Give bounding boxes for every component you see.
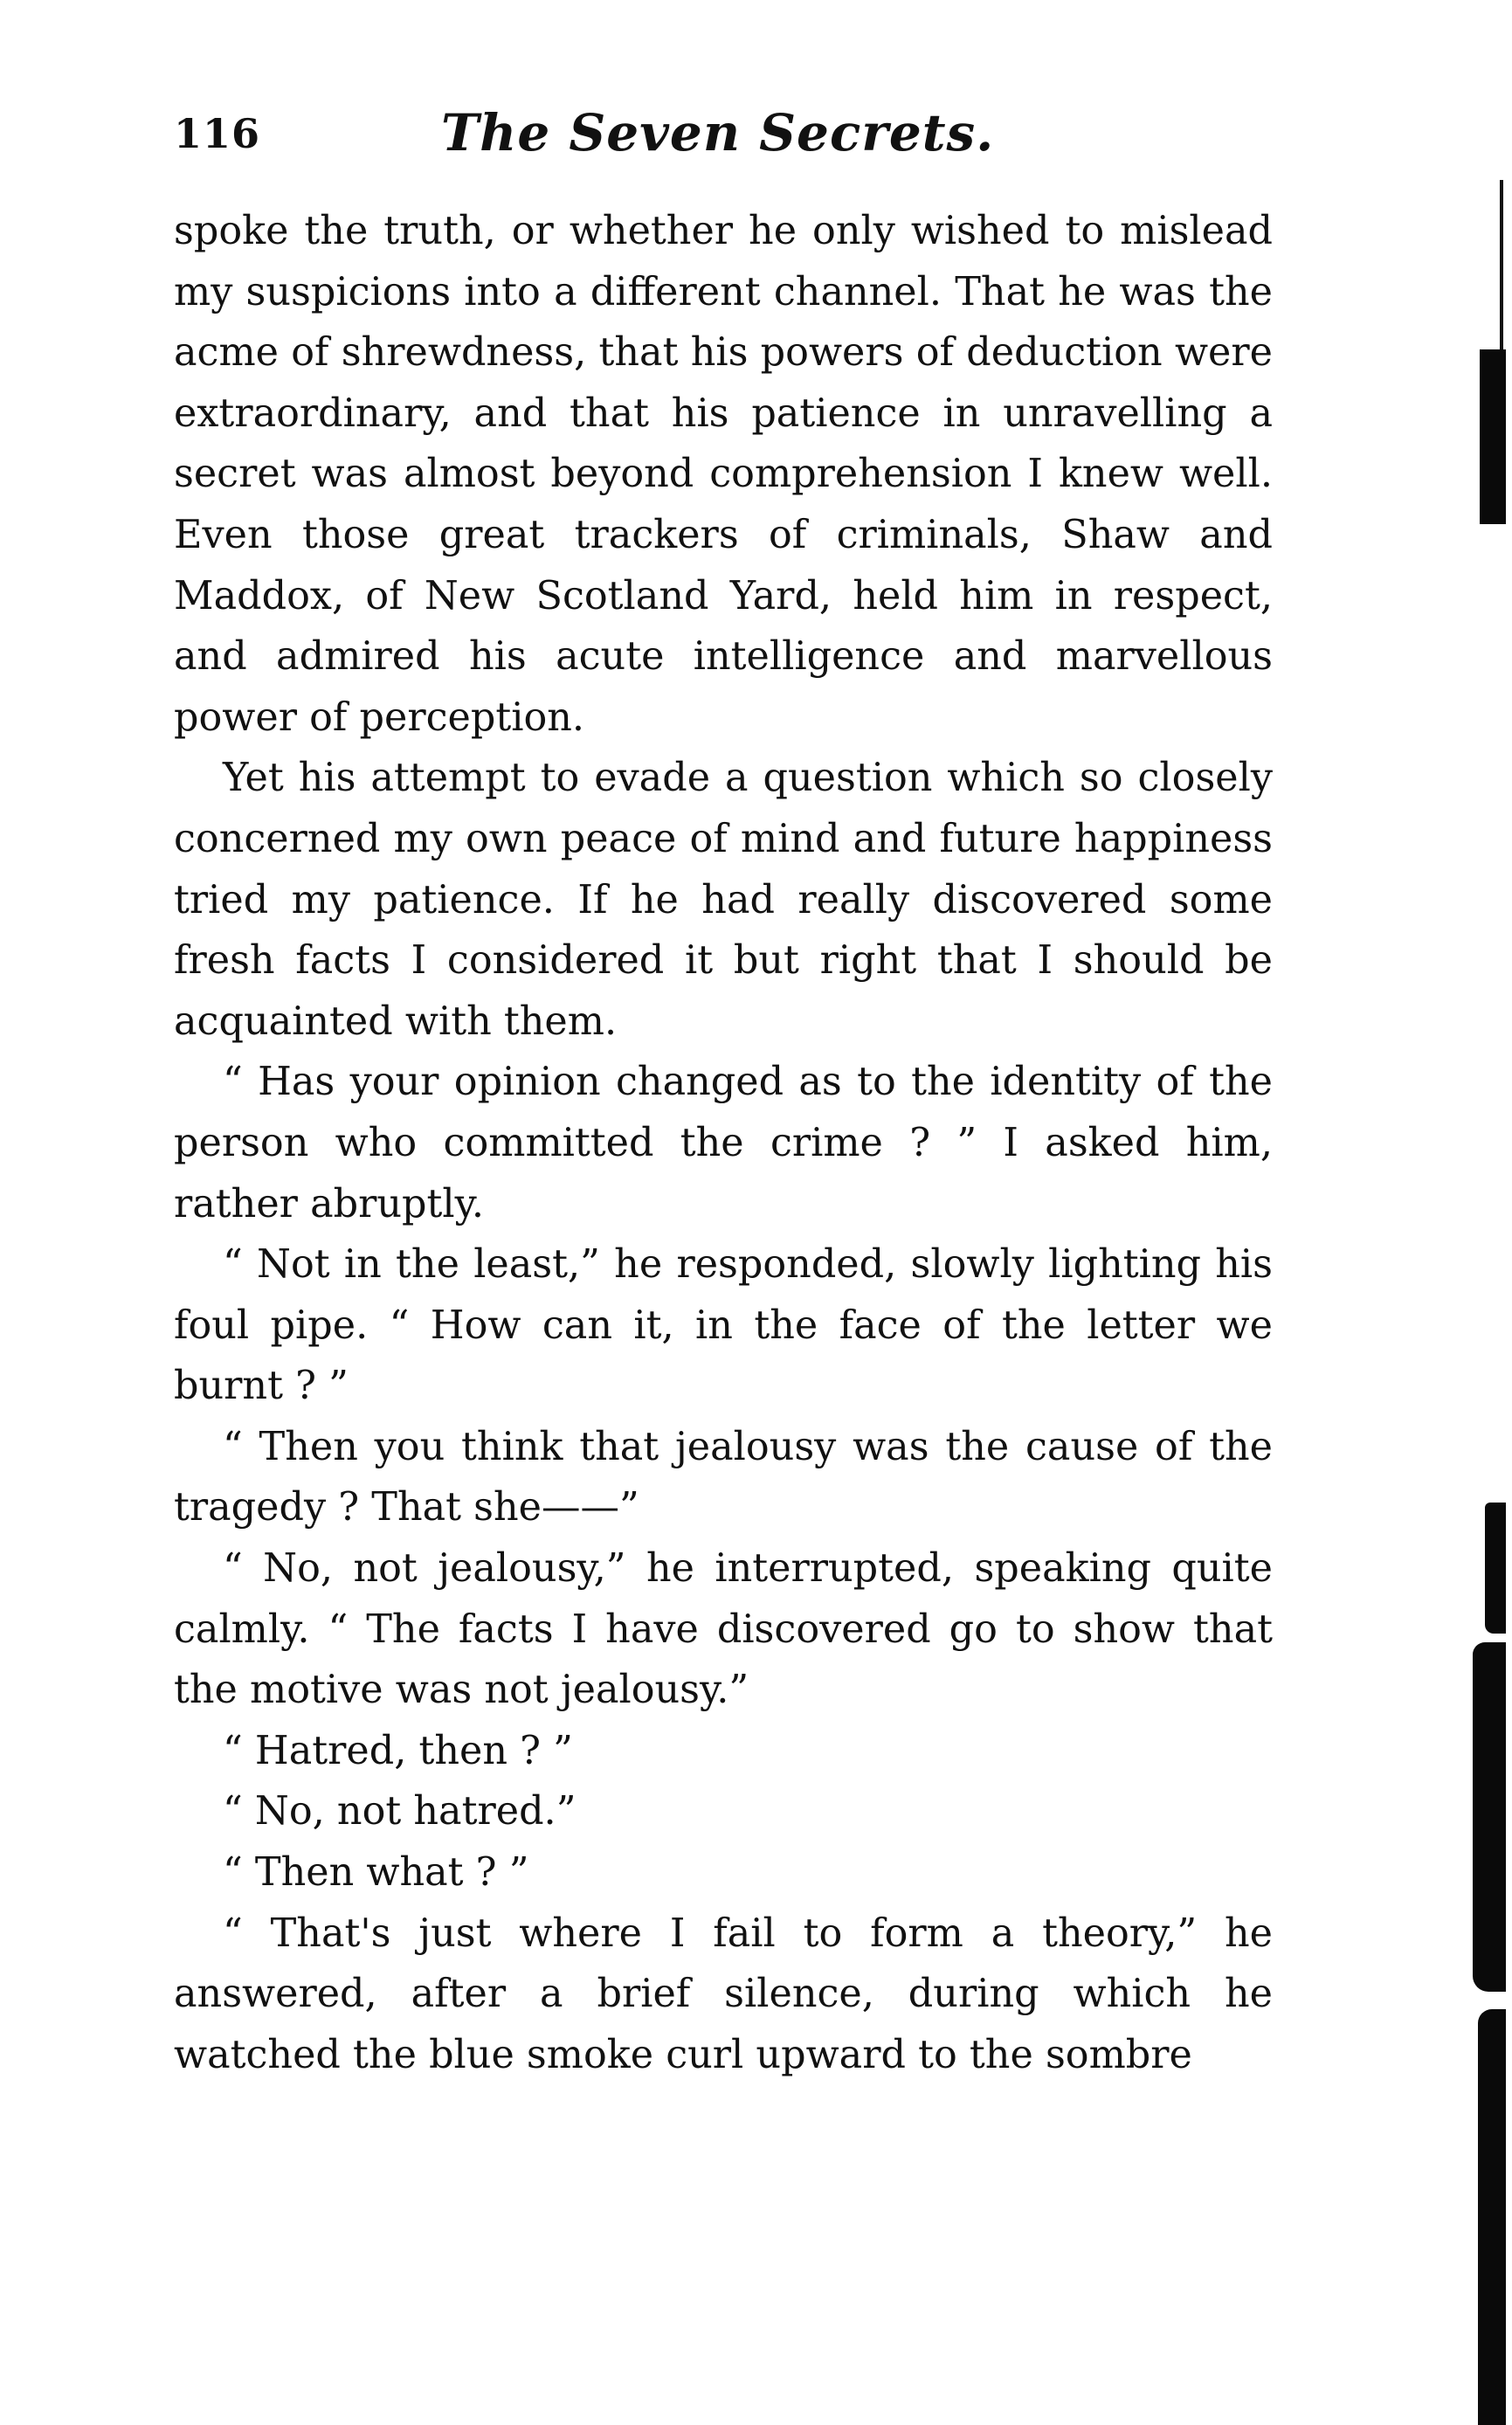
scan-edge-mark	[1478, 2009, 1506, 2425]
dialogue-paragraph: “ Not in the least,” he responded, slowly lighting his foul pipe. “ How can it, in the face of the letter we burnt ? ”	[174, 1242, 1273, 1409]
running-head	[174, 103, 1274, 173]
paragraph: Yet his attempt to evade a question which so closely concerned my own peace of mind and future happiness tried my patience. If he had really discovered some fresh facts I considered it but right that I should be acquainted with them.	[174, 756, 1273, 1044]
scan-edge-mark	[1480, 349, 1506, 524]
scan-edge-mark	[1485, 1503, 1506, 1634]
dialogue-paragraph: “ No, not hatred.”	[223, 1789, 576, 1834]
dialogue-paragraph: “ Has your opinion changed as to the identity of the person who committed the crime ? ” I asked him, rather abruptly.	[174, 1060, 1273, 1226]
body-text	[174, 201, 1273, 2085]
dialogue-paragraph: “ Then what ? ”	[223, 1850, 529, 1896]
dialogue-paragraph: “ Then you think that jealousy was the cause of the tragedy ? That she——”	[174, 1424, 1273, 1530]
scan-edge-mark	[1473, 1642, 1506, 1992]
page-number: 116	[174, 110, 261, 157]
dialogue-paragraph: “ That's just where I fail to form a theory,” he answered, after a brief silence, during which he watched the blue smoke curl upward to the sombre	[174, 1910, 1273, 2077]
running-title: The Seven Secrets.	[441, 103, 995, 162]
dialogue-paragraph: “ Hatred, then ? ”	[223, 1728, 573, 1773]
dialogue-paragraph: “ No, not jealousy,” he interrupted, speaking quite calmly. “ The facts I have discovered go to show that the motive was not jealousy.”	[174, 1546, 1273, 1713]
paragraph-continuation: spoke the truth, or whether he only wished to mislead my suspicions into a different channel. That he was the acme of shrewdness, that his powers of deduction were extraordinary, and that his patience in unravelling a secret was almost beyond comprehension I knew well. Even those great trackers of criminals, Shaw and Maddox, of New Scotland Yard, held him in respect, and admired his acute intelligence and marvellous power of perception.	[174, 209, 1273, 740]
